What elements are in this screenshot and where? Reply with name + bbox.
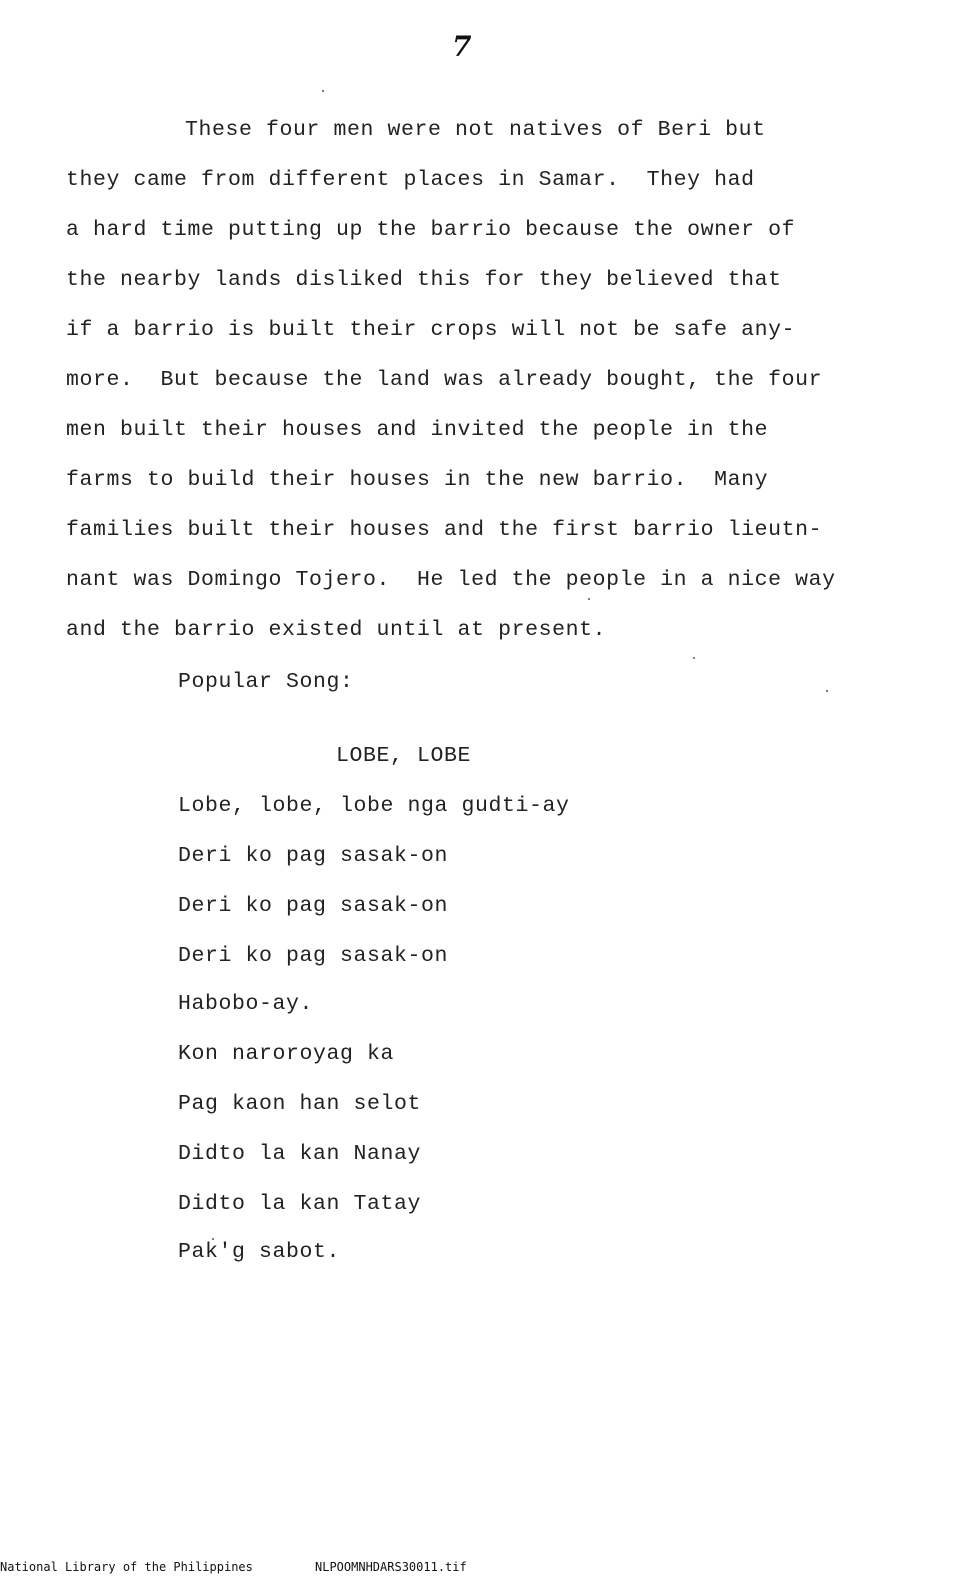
song-line: Habobo-ay. [178,992,314,1016]
song-line: Pak'g sabot. [178,1240,341,1264]
narrative-line: more. But because the land was already bought, the four [66,368,823,392]
song-line: Deri ko pag sasak-on [178,894,449,918]
narrative-line: and the barrio existed until at present. [66,618,607,642]
narrative-line: These four men were not natives of Beri but [185,118,766,142]
song-line: Lobe, lobe, lobe nga gudti-ay [178,794,570,818]
song-intro: Popular Song: [178,670,354,694]
scan-speck [588,598,590,600]
narrative-line: a hard time putting up the barrio because the owner of [66,218,796,242]
narrative-line: if a barrio is built their crops will not be safe any- [66,318,796,342]
footer-library: National Library of the Philippines [0,1560,253,1574]
song-line: Pag kaon han selot [178,1092,422,1116]
scan-speck [693,657,695,659]
scan-speck [322,90,324,92]
song-line: Didto la kan Tatay [178,1192,422,1216]
narrative-line: farms to build their houses in the new barrio. Many [66,468,769,492]
song-line: Kon naroroyag ka [178,1042,395,1066]
song-line: Didto la kan Nanay [178,1142,422,1166]
narrative-line: the nearby lands disliked this for they believed that [66,268,782,292]
song-title: LOBE, LOBE [336,744,472,768]
song-line: Deri ko pag sasak-on [178,944,449,968]
narrative-line: men built their houses and invited the people in the [66,418,769,442]
scan-speck [212,1238,214,1240]
scan-speck [826,690,828,692]
narrative-line: they came from different places in Samar. They had [66,168,755,192]
narrative-line: families built their houses and the first barrio lieutn- [66,518,823,542]
song-line: Deri ko pag sasak-on [178,844,449,868]
footer-filename: NLPOOMNHDARS30011.tif [315,1560,467,1574]
narrative-line: nant was Domingo Tojero. He led the people in a nice way [66,568,836,592]
page-number: 7 [452,30,472,63]
